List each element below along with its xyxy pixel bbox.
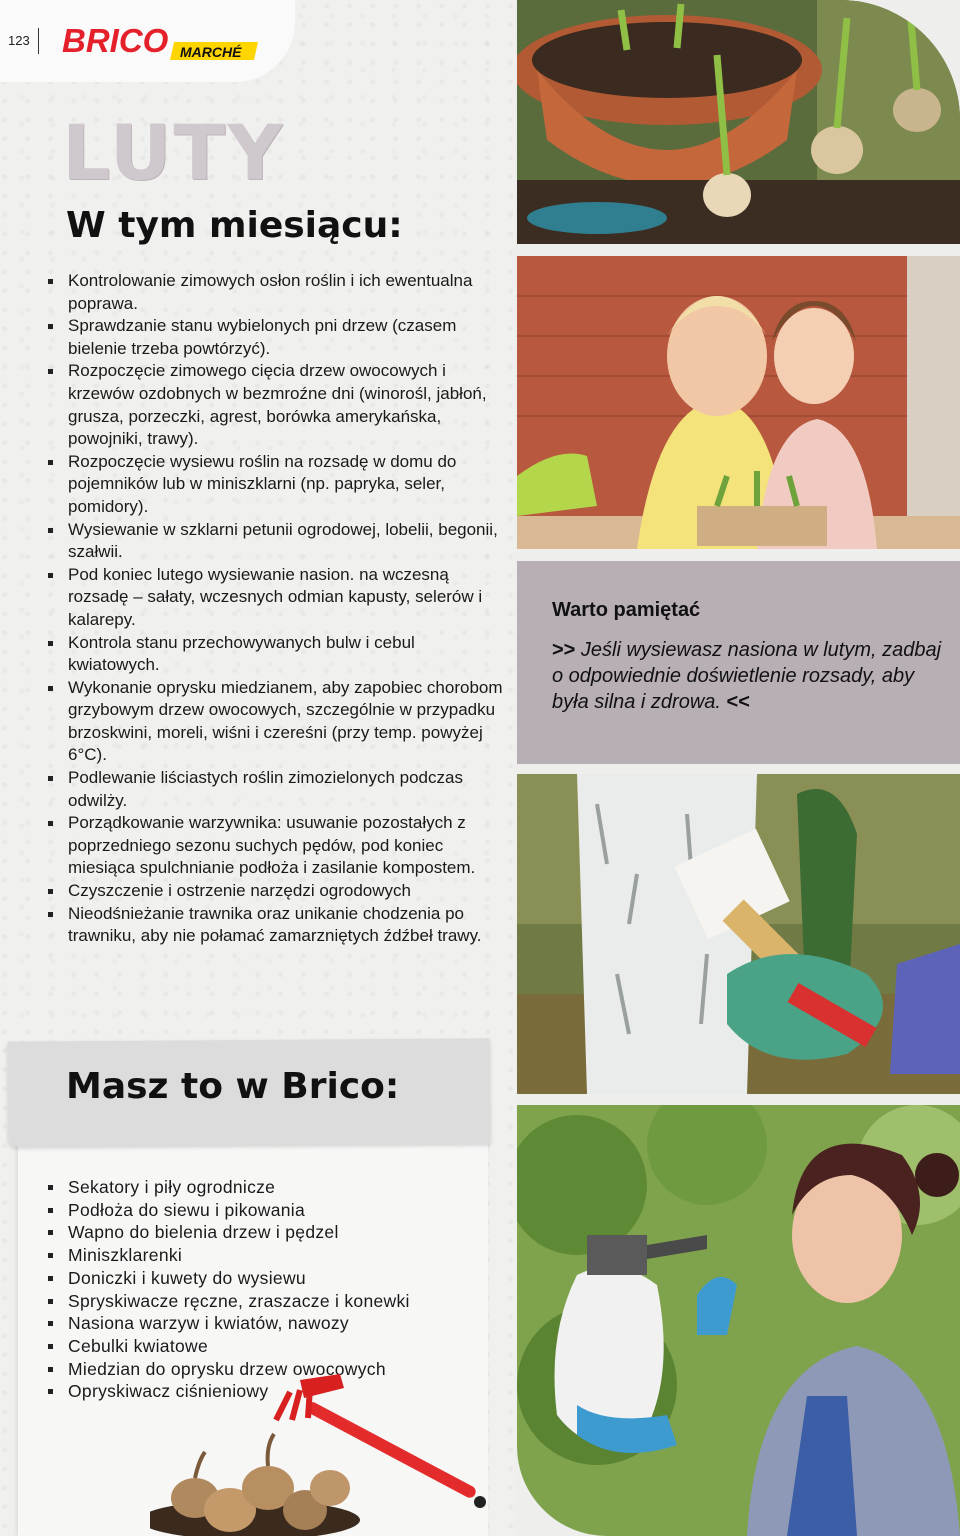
list-item: Rozpoczęcie zimowego cięcia drzew owocowych i krzewów ozdobnych w bezmroźne dni (winorośl, jabłoń, grusza, porzeczki, agrest, borówka amerykańska, powojniki, trawy). xyxy=(46,360,506,450)
month-tasks-heading: W tym miesiącu: xyxy=(66,205,403,246)
list-item: Wapno do bielenia drzew i pędzel xyxy=(46,1221,486,1244)
list-item: Opryskiwacz ciśnieniowy xyxy=(46,1380,486,1403)
list-item: Sprawdzanie stanu wybielonych pni drzew (czasem bielenie trzeba powtórzyć). xyxy=(46,315,506,360)
tip-text xyxy=(552,637,942,715)
list-item: Miniszklarenki xyxy=(46,1244,486,1267)
tip-title: Warto pamiętać xyxy=(552,599,701,621)
tip-open-quote-icon: >> xyxy=(552,639,576,661)
month-task-list xyxy=(46,270,506,948)
woman-spraying-plants-photo xyxy=(517,1105,960,1536)
tip-body: Jeśli wysiewasz nasiona w lutym, zadbaj o odpowiednie doświetlenie rozsady, aby była silna i zdrowa. xyxy=(552,639,942,713)
list-item: Nasiona warzyw i kwiatów, nawozy xyxy=(46,1312,486,1335)
brico-heading: Masz to w Brico: xyxy=(66,1066,400,1107)
page-number-divider xyxy=(38,28,39,54)
list-item: Porządkowanie warzywnika: usuwanie pozostałych z poprzedniego sezonu suchych pędów, pod koniec miesiąca spulchnianie podłoża i zasilanie kompostem. xyxy=(46,812,506,880)
list-item: Spryskiwacze ręczne, zraszacze i konewki xyxy=(46,1290,486,1313)
list-item: Czyszczenie i ostrzenie narzędzi ogrodowych xyxy=(46,880,506,903)
list-item: Sekatory i piły ogrodnicze xyxy=(46,1176,486,1199)
list-item: Nieodśnieżanie trawnika oraz unikanie chodzenia po trawniku, aby nie połamać zamarzniętych źdźbeł trawy. xyxy=(46,903,506,948)
svg-text:MARCHÉ: MARCHÉ xyxy=(180,44,242,60)
page-number: 123 xyxy=(8,33,30,48)
list-item: Wykonanie oprysku miedzianem, aby zapobiec chorobom grzybowym drzew owocowych, szczególnie w przypadku brzoskwini, moreli, wiśni i czereśni (przy temp. powyżej 6°C). xyxy=(46,677,506,767)
tree-whitewash-photo xyxy=(517,774,960,1094)
tip-close-quote-icon: << xyxy=(726,691,750,713)
grandmother-child-seedlings-photo xyxy=(517,256,960,549)
brico-marche-logo xyxy=(62,22,262,64)
brico-product-list xyxy=(46,1176,486,1403)
list-item: Podłoża do siewu i pikowania xyxy=(46,1199,486,1222)
list-item: Pod koniec lutego wysiewanie nasion. na wczesną rozsadę – sałaty, wczesnych odmian kapusty, selerów i kalarepy. xyxy=(46,564,506,632)
garden-tools-bulbs-image xyxy=(150,1370,500,1536)
list-item: Miedzian do oprysku drzew owocowych xyxy=(46,1358,486,1381)
list-item: Cebulki kwiatowe xyxy=(46,1335,486,1358)
list-item: Wysiewanie w szklarni petunii ogrodowej, lobelii, begonii, szałwii. xyxy=(46,519,506,564)
list-item: Kontrola stanu przechowywanych bulw i cebul kwiatowych. xyxy=(46,632,506,677)
bulbs-pot-photo xyxy=(517,0,960,244)
svg-text:BRICO: BRICO xyxy=(62,22,169,59)
list-item: Kontrolowanie zimowych osłon roślin i ich ewentualna poprawa. xyxy=(46,270,506,315)
list-item: Podlewanie liściastych roślin zimozielonych podczas odwilży. xyxy=(46,767,506,812)
list-item: Rozpoczęcie wysiewu roślin na rozsadę w domu do pojemników lub w miniszklarni (np. papryka, seler, pomidory). xyxy=(46,451,506,519)
list-item: Doniczki i kuwety do wysiewu xyxy=(46,1267,486,1290)
month-title: LUTY xyxy=(62,108,285,197)
